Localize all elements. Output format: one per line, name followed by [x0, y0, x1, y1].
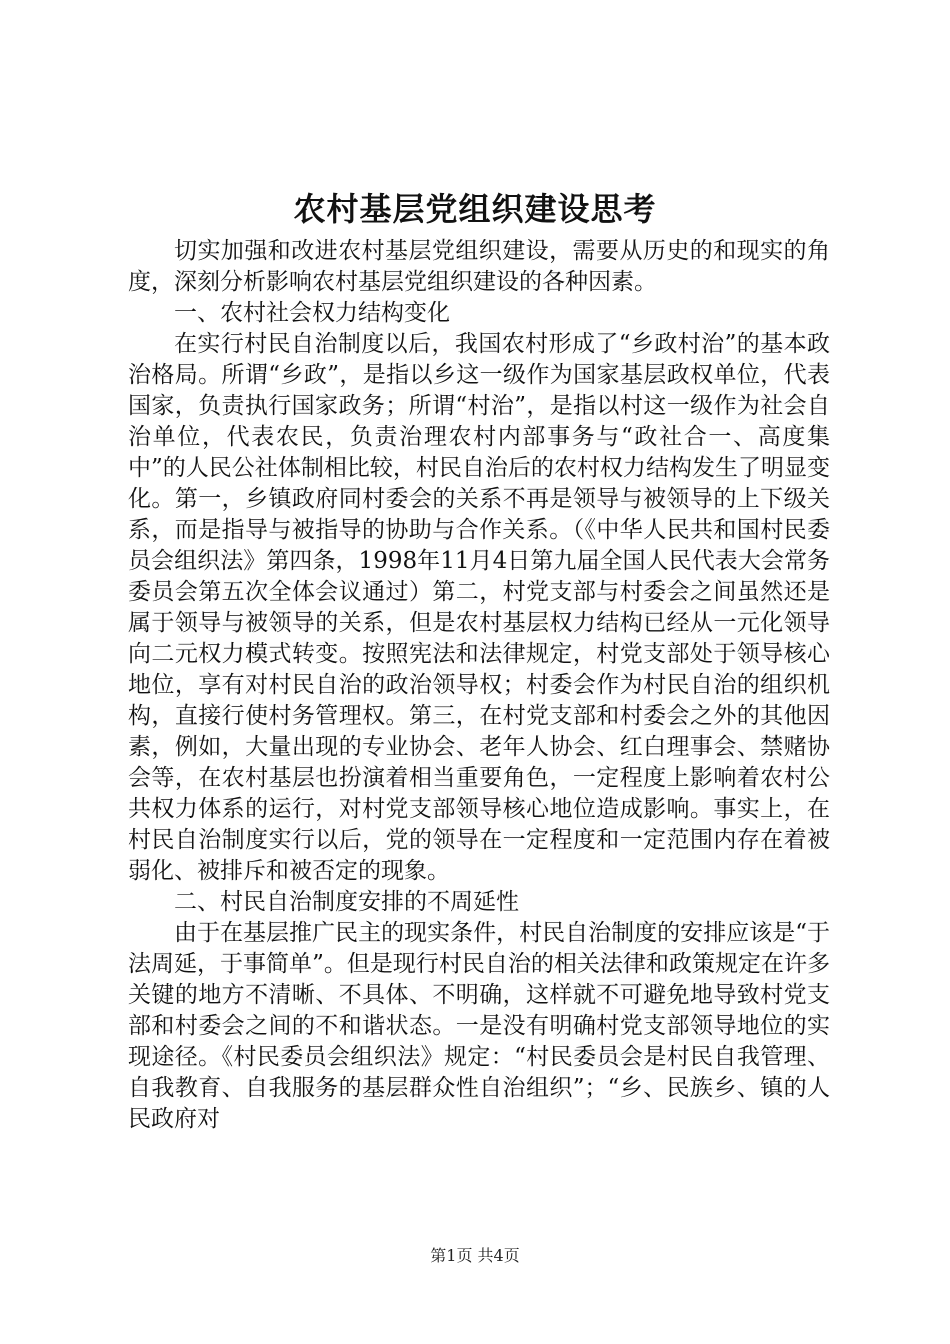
paragraph-section-1: 在实行村民自治制度以后，我国农村形成了“乡政村治”的基本政治格局。所谓“乡政”，是指以乡这一级作为国家基层政权单位，代表国家，负责执行国家政务；所谓“村治”，是指以村这一级作为社会自治单位，代表农民，负责治理农村内部事务与“政社合一、高度集中”的人民公社体制相比较，村民自治后的农村权力结构发生了明显变化。第一，乡镇政府同村委会的关系不再是领导与被领导的上下级关系，而是指导与被指导的协助与合作关系。（《中华人民共和国村民委员会组织法》第四条，1998年11月4日第九届全国人民代表大会常务委员会第五次全体会议通过）第二，村党支部与村委会之间虽然还是属于领导与被领导的关系，但是农村基层权力结构已经从一元化领导向二元权力模式转变。按照宪法和法律规定，村党支部处于领导核心地位，享有对村民自治的政治领导权；村委会作为村民自治的组织机构，直接行使村务管理权。第三，在村党支部和村委会之外的其他因素，例如，大量出现的专业协会、老年人协会、红白理事会、禁赌协会等，在农村基层也扮演着相当重要角色，一定程度上影响着农村公共权力体系的运行，对村党支部领导核心地位造成影响。事实上，在村民自治制度实行以后，党的领导在一定程度和一定范围内存在着被弱化、被排斥和被否定的现象。: [128, 331, 830, 884]
paragraph-section-2: 由于在基层推广民主的现实条件，村民自治制度的安排应该是“于法周延，于事简单”。但是现行村民自治的相关法律和政策规定在许多关键的地方不清晰、不具体、不明确，这样就不可避免地导致村党支部和村委会之间的不和谐状态。一是没有明确村党支部领导地位的实现途径。《村民委员会组织法》规定：“村民委员会是村民自我管理、自我教育、自我服务的基层群众性自治组织”；“乡、民族乡、镇的人民政府对: [128, 920, 830, 1132]
document-title: 农村基层党组织建设思考: [293, 190, 657, 228]
section-heading-2: 二、村民自治制度安排的不周延性: [174, 889, 519, 915]
page-number: 第1页 共4页: [430, 1246, 520, 1265]
section-heading-1: 一、农村社会权力结构变化: [174, 300, 450, 326]
document-body: [128, 236, 830, 1135]
paragraph-intro: 切实加强和改进农村基层党组织建设，需要从历史的和现实的角度，深刻分析影响农村基层党组织建设的各种因素。: [128, 238, 830, 295]
